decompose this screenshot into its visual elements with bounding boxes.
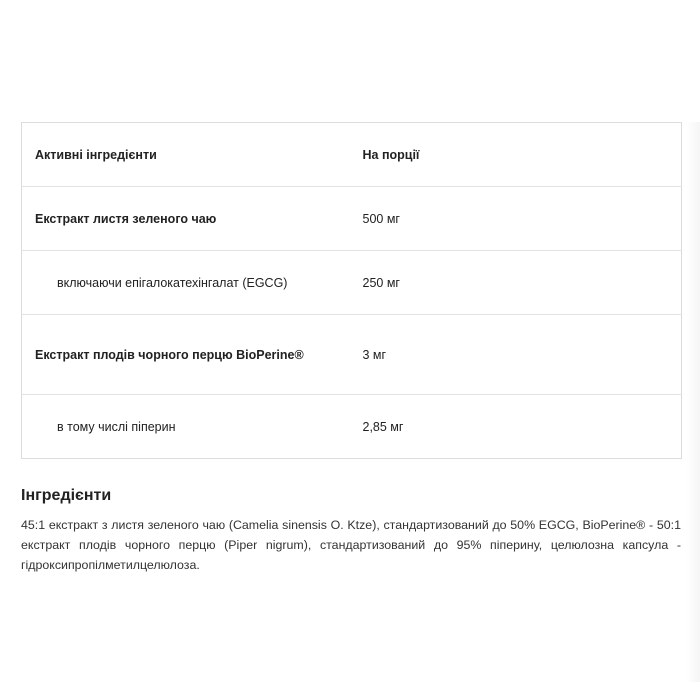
table-row	[22, 395, 682, 459]
table-row	[22, 187, 682, 251]
ingredients-description: 45:1 екстракт з листя зеленого чаю (Camelia sinensis O. Ktze), стандартизований до 50% EGCG, BioPerine® - 50:1 екстракт плодів чорного перцю (Piper nigrum), стандартизований до 95% піперину, целюлозна капсула - гідроксипропілметилцелюлоза.	[21, 518, 681, 572]
table-header-row	[22, 123, 682, 187]
ingredient-amount: 500 мг	[349, 187, 682, 251]
table-row	[22, 251, 682, 315]
ingredient-amount: 3 мг	[349, 315, 682, 395]
table-row	[22, 315, 682, 395]
ingredients-heading: Інгредієнти	[21, 487, 112, 504]
ingredient-name: Екстракт плодів чорного перцю BioPerine®	[22, 315, 349, 395]
ingredient-name: Екстракт листя зеленого чаю	[22, 187, 349, 251]
header-active-ingredients: Активні інгредієнти	[35, 147, 157, 162]
ingredient-amount: 250 мг	[349, 251, 682, 315]
page-edge-shadow	[686, 122, 700, 682]
supplement-facts-table	[21, 122, 682, 459]
ingredient-amount: 2,85 мг	[349, 395, 682, 459]
header-per-serving: На порції	[362, 147, 420, 162]
ingredient-name: включаючи епігалокатехінгалат (EGCG)	[22, 251, 349, 315]
ingredient-name: в тому числі піперин	[22, 395, 349, 459]
